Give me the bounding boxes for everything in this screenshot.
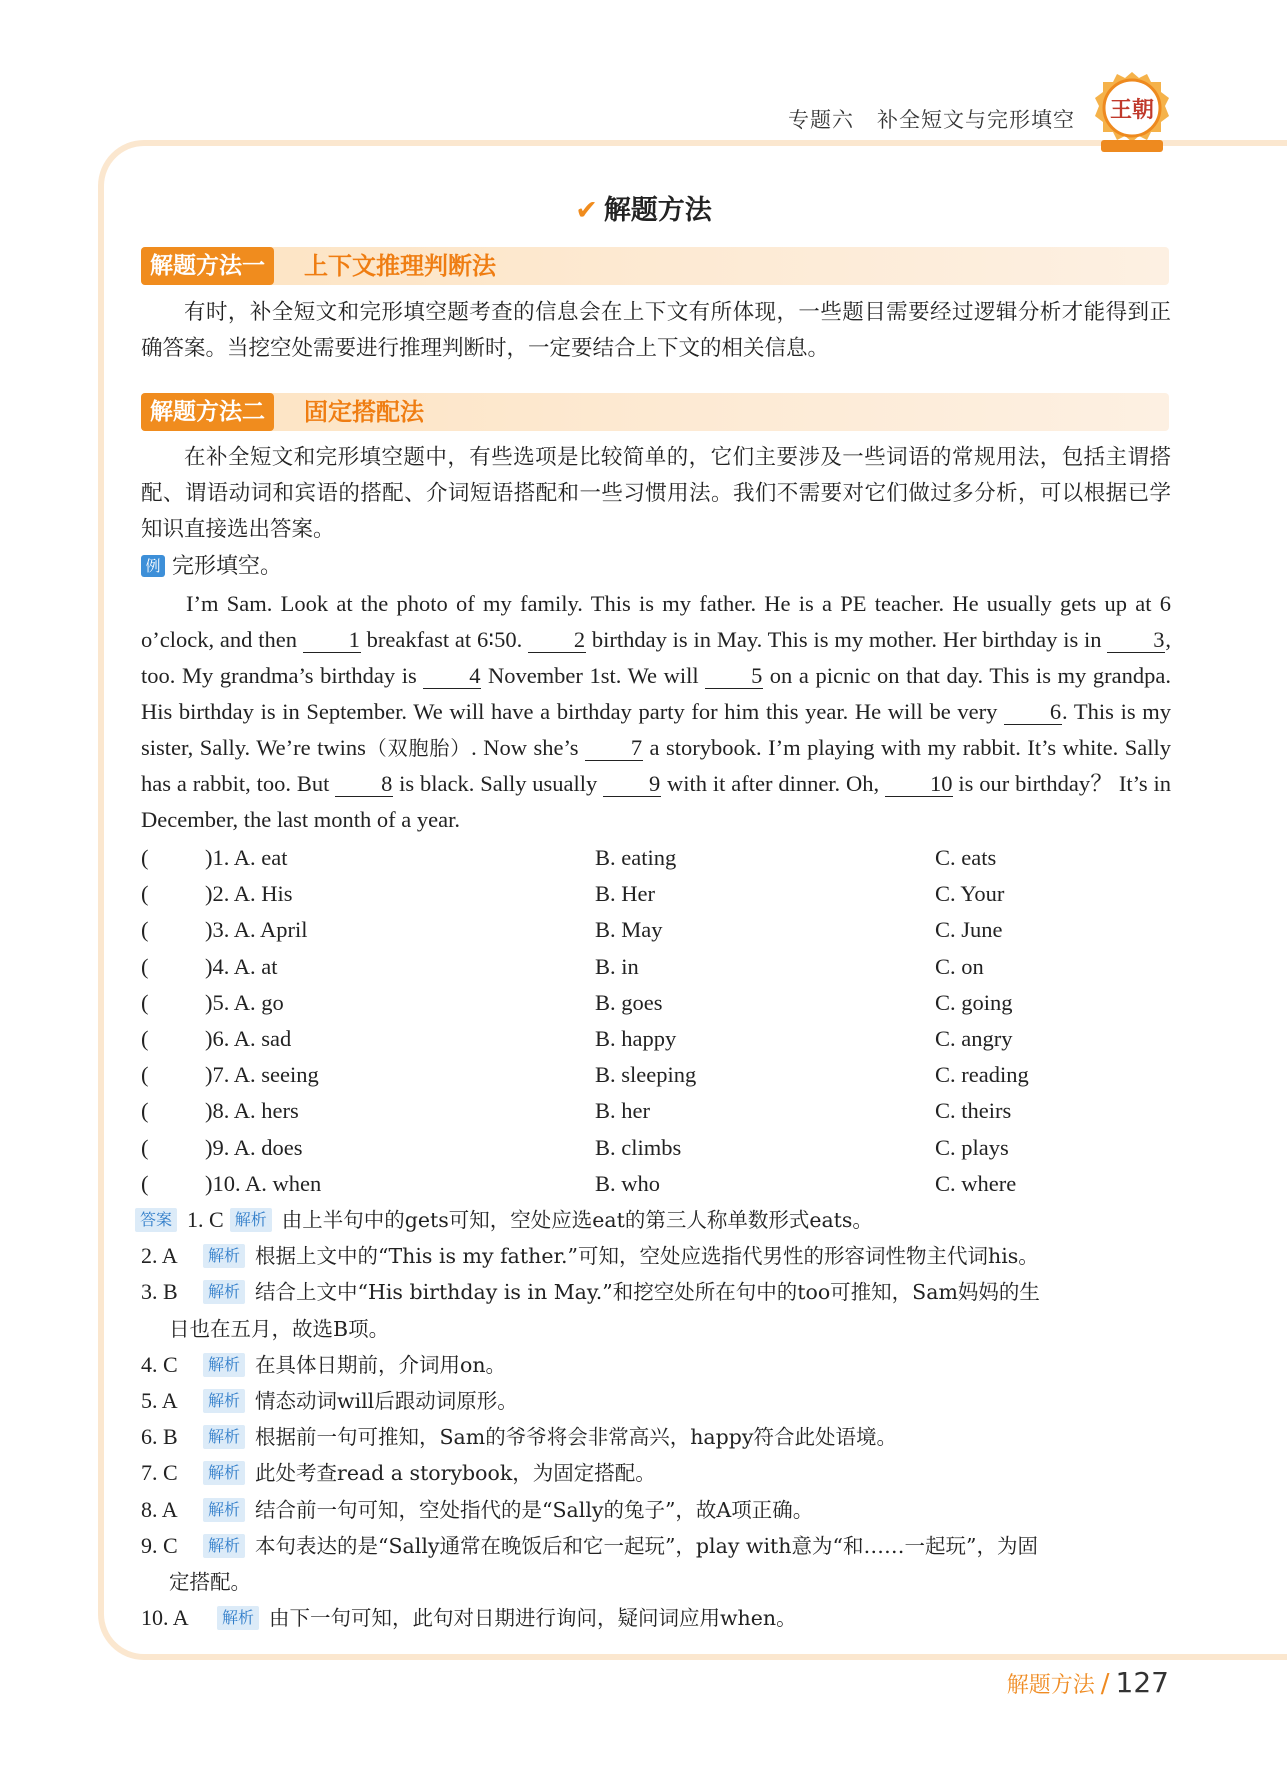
- option-row: ( )1. A. eat B. eating C. eats: [141, 845, 997, 870]
- analysis-label: 解析: [203, 1461, 245, 1485]
- analysis-label: 解析: [203, 1389, 245, 1413]
- blank-6[interactable]: 6: [1004, 700, 1062, 725]
- answers-list: [141, 1202, 1171, 1636]
- answer-item: 2. A 解析 根据上文中的“This is my father.”可知，空处应选指代男性的形容词性物主代词his。: [141, 1243, 1039, 1269]
- blank-7[interactable]: 7: [585, 736, 643, 761]
- analysis-label: 解析: [203, 1425, 245, 1449]
- brand-logo-icon: [1089, 68, 1175, 164]
- answer-label: 答案: [135, 1208, 177, 1232]
- option-row: ( )3. A. April B. May C. June: [141, 917, 1003, 943]
- answer-item: 6. B 解析 根据前一句可推知，Sam的爷爷将会非常高兴，happy符合此处语境。: [141, 1424, 897, 1450]
- method-1-body: 有时，补全短文和完形填空题考查的信息会在上下文有所体现，一些题目需要经过逻辑分析才能得到正确答案。当挖空处需要进行推理判断时，一定要结合上下文的相关信息。: [141, 300, 1171, 361]
- blank-5[interactable]: 5: [705, 664, 763, 689]
- option-row: ( )10. A. when B. who C. where: [141, 1170, 1017, 1196]
- answer-item: 4. C 解析 在具体日期前，介词用on。: [141, 1351, 507, 1377]
- example-heading: [141, 552, 282, 582]
- option-row: ( )2. A. His B. Her C. Your: [141, 881, 1005, 907]
- method-1-name: 上下文推理判断法: [304, 252, 496, 280]
- method-1-tag: 解题方法一: [141, 247, 274, 285]
- method-2-body: 在补全短文和完形填空题中，有些选项是比较简单的，它们主要涉及一些词语的常规用法，包括主谓搭配、谓语动词和宾语的搭配、介词短语搭配和一些习惯用法。我们不需要对它们做过多分析，可以根据已学知识直接选出答案。: [141, 445, 1171, 542]
- svg-text:王朝: 王朝: [1109, 97, 1155, 123]
- answer-item: 7. C 解析 此处考查read a storybook，为固定搭配。: [141, 1460, 656, 1486]
- page-number: 127: [1115, 1666, 1169, 1699]
- method-2-name: 固定搭配法: [304, 398, 424, 426]
- method-1-bar: [141, 247, 1169, 285]
- answer-item: 10. A 解析 由下一句可知，此句对日期进行询问，疑问词应用when。: [141, 1605, 797, 1631]
- page-footer: [1007, 1666, 1169, 1699]
- blank-9[interactable]: 9: [603, 772, 661, 797]
- section-title: ✔ 解题方法: [575, 195, 712, 226]
- analysis-label: 解析: [203, 1353, 245, 1377]
- option-row: ( )5. A. go B. goes C. going: [141, 989, 1013, 1015]
- method-2-bar: [141, 393, 1169, 431]
- options-list: [141, 840, 1171, 1202]
- answer-item: 8. A 解析 结合前一句可知，空处指代的是“Sally的兔子”，故A项正确。: [141, 1496, 814, 1522]
- chapter-topic: 补全短文与完形填空: [877, 108, 1075, 132]
- analysis-label: 解析: [203, 1280, 245, 1304]
- example-instruction: 完形填空。: [172, 554, 283, 579]
- blank-10[interactable]: 10: [885, 772, 953, 797]
- blank-8[interactable]: 8: [335, 772, 393, 797]
- option-row: ( )6. A. sad B. happy C. angry: [141, 1025, 1013, 1051]
- answer-item: 3. B 解析 结合上文中“His birthday is in May.”和挖空处所在句中的too可推知，Sam妈妈的生 日也在五月，故选B项。: [141, 1279, 1040, 1341]
- blank-2[interactable]: 2: [528, 628, 586, 653]
- analysis-label: 解析: [230, 1208, 272, 1232]
- analysis-label: 解析: [203, 1498, 245, 1522]
- blank-1[interactable]: 1: [303, 628, 361, 653]
- answer-item: 答案 1. C 解析 由上半句中的gets可知，空处应选eat的第三人称单数形式eats。: [135, 1202, 1171, 1238]
- blank-4[interactable]: 4: [423, 664, 481, 689]
- analysis-label: 解析: [217, 1606, 259, 1630]
- analysis-label: 解析: [203, 1244, 245, 1268]
- option-row: ( )8. A. hers B. her C. theirs: [141, 1098, 1012, 1124]
- option-row: ( )7. A. seeing B. sleeping C. reading: [141, 1062, 1029, 1088]
- running-head: [788, 104, 1075, 134]
- check-icon: ✔: [575, 195, 598, 226]
- option-row: ( )4. A. at B. in C. on: [141, 953, 984, 979]
- chapter-label: 专题六: [787, 108, 854, 132]
- answer-item: 5. A 解析 情态动词will后跟动词原形。: [141, 1388, 518, 1414]
- footer-separator: /: [1100, 1669, 1110, 1699]
- footer-label: 解题方法: [1006, 1673, 1095, 1698]
- analysis-label: 解析: [203, 1534, 245, 1558]
- blank-3[interactable]: 3: [1107, 628, 1165, 653]
- option-row: ( )9. A. does B. climbs C. plays: [141, 1134, 1009, 1160]
- cloze-passage: I’m Sam. Look at the photo of my family. This is my father. He is a PE teacher. He usually gets up at 6 o’clock, and then 1 breakfast at 6∶50. 2 birthday is in May. This is my mother. Her birthday is in 3, too. My grandma’s birthday is 4 November 1st. We will 5 on a picnic on that day. This is my grandpa. His birthday is in September. We will have a birthday party for him this year. He will be very 6. This is my sister, Sally. We’re twins（双胞胎）. Now she’s 7 a storybook. I’m playing with my rabbit. It’s white. Sally has a rabbit, too. But 8 is black. Sally usually 9 with it after dinner. Oh, 10 is our birthday？ It’s in December, the last month of a year.: [141, 591, 1172, 832]
- example-badge: 例: [141, 555, 165, 577]
- method-2-tag: 解题方法二: [141, 393, 274, 431]
- answer-item: 9. C 解析 本句表达的是“Sally通常在晚饭后和它一起玩”，play with意为“和……一起玩”，为固 定搭配。: [141, 1532, 1038, 1595]
